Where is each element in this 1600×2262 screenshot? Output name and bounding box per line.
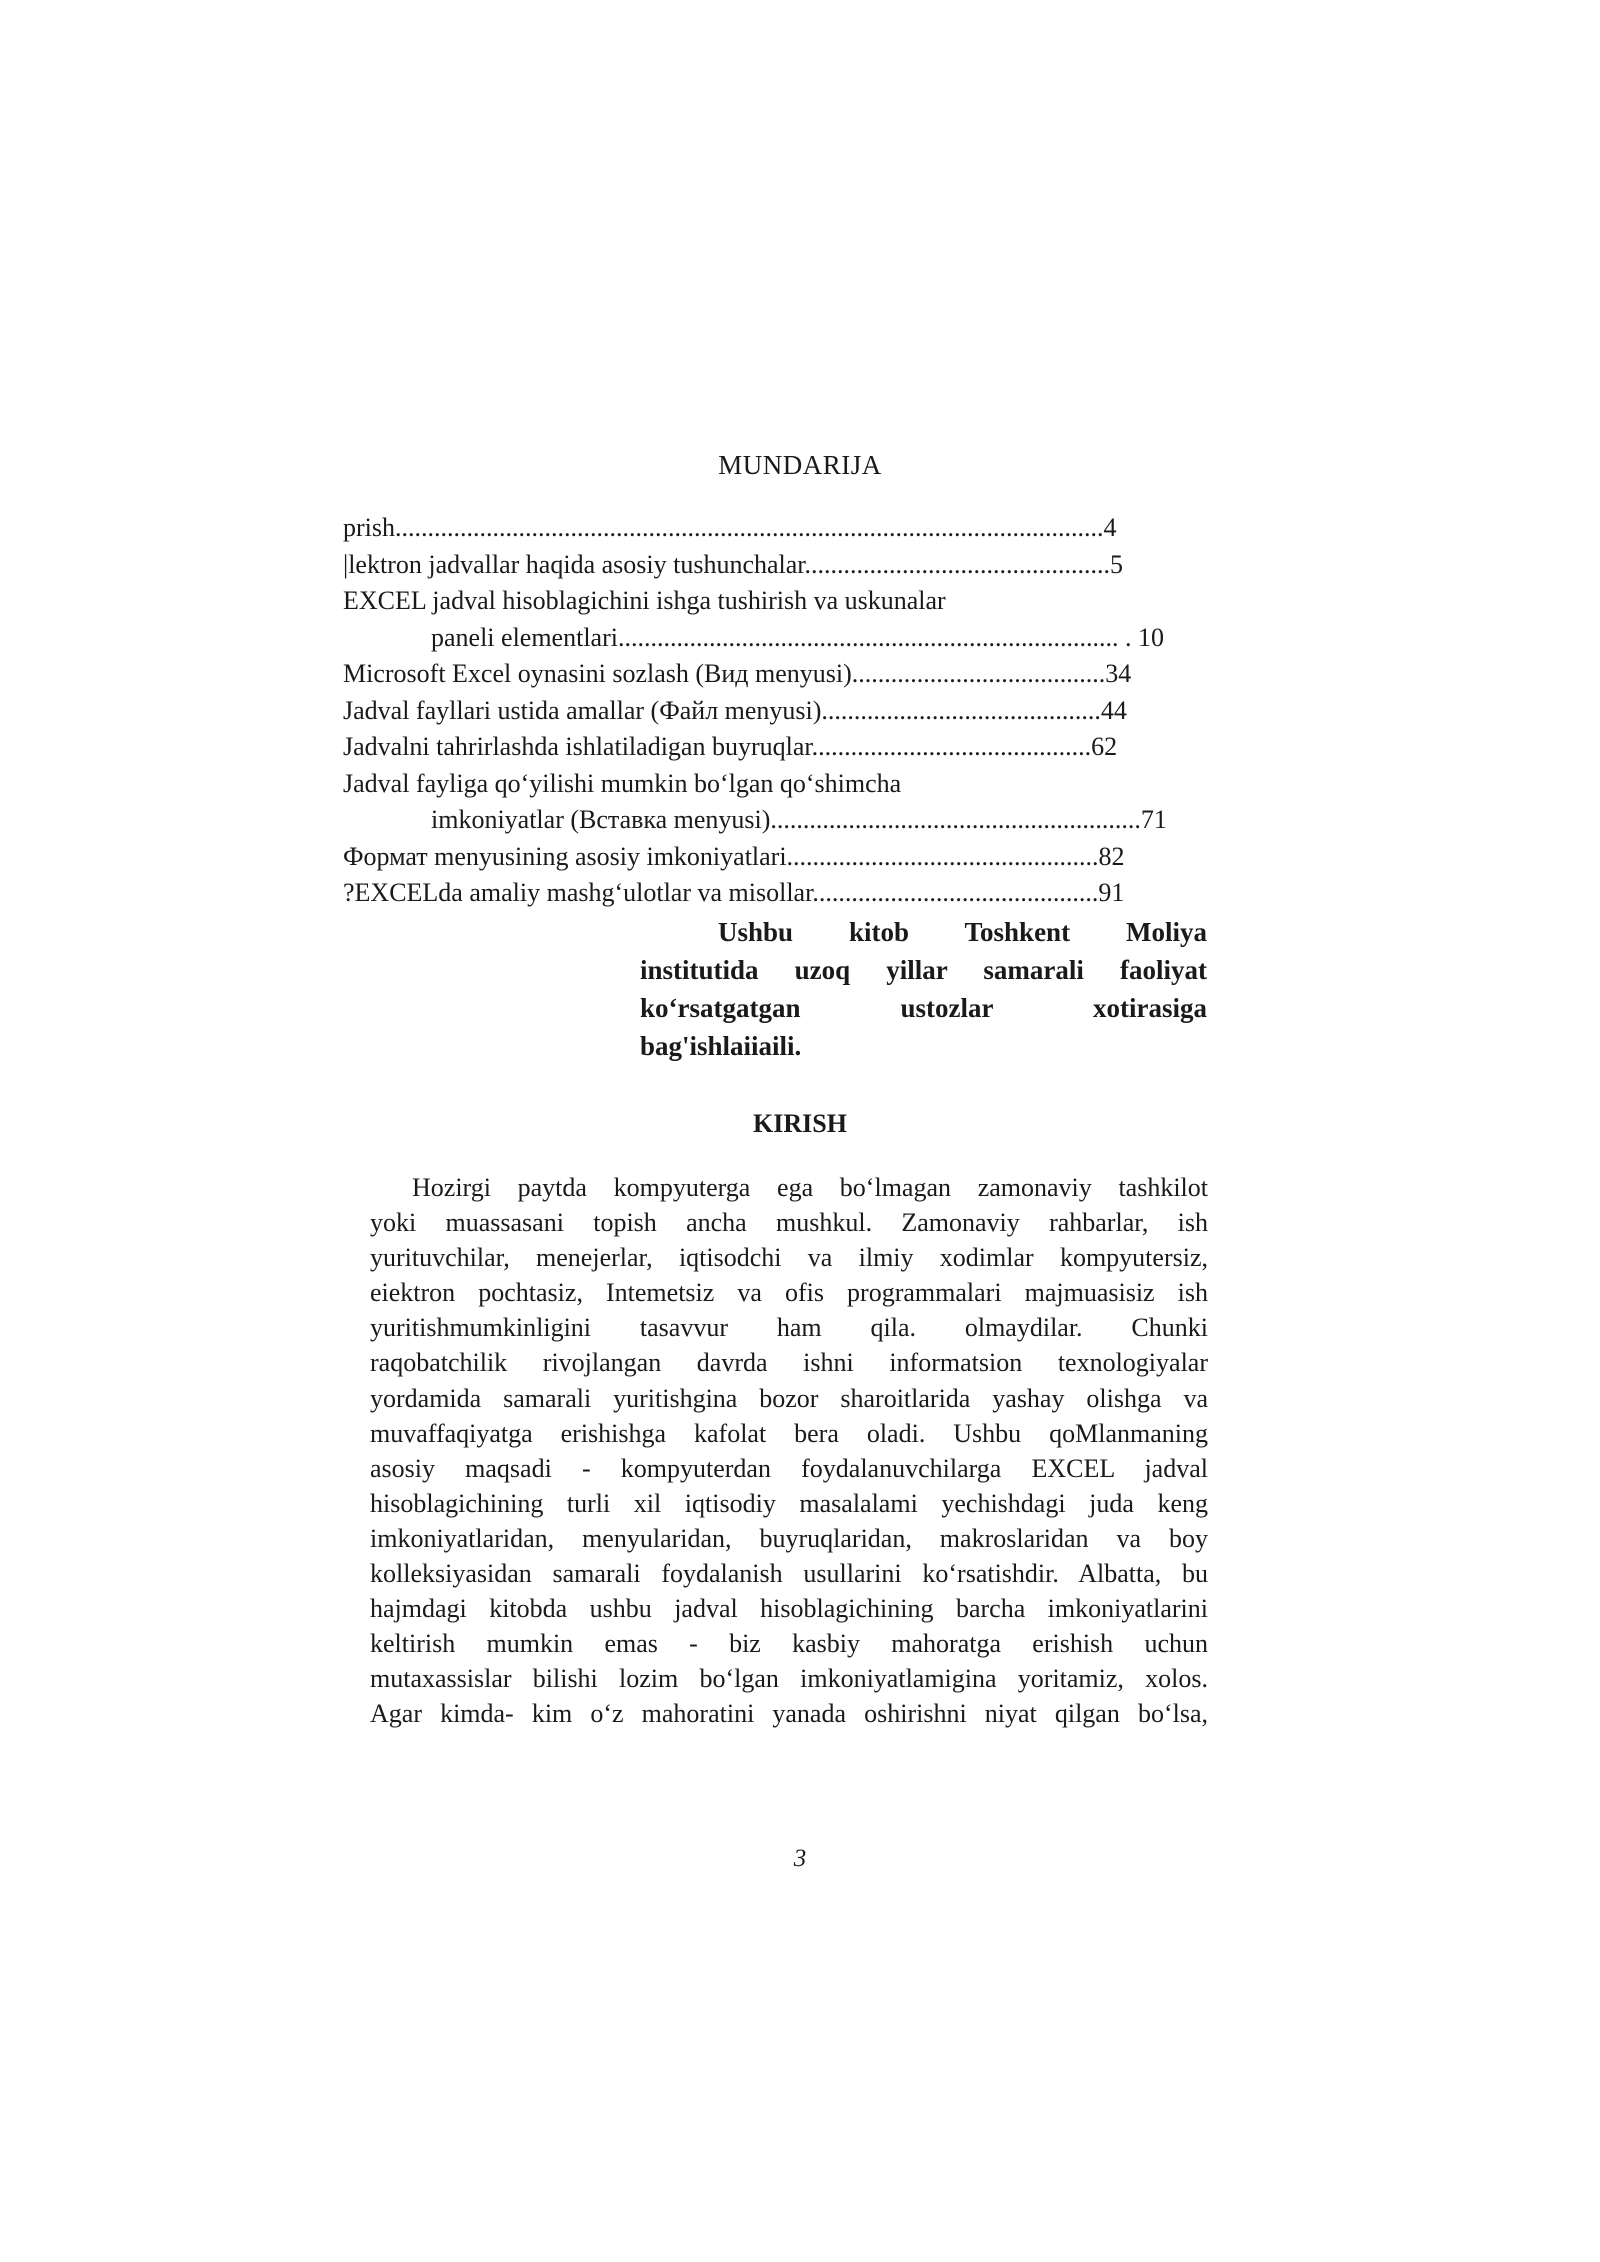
paragraph-line: imkoniyatlaridan, menyularidan, buyruqlaridan, makroslaridan va boy: [370, 1523, 1208, 1553]
toc-entry: imkoniyatlar (Вставка menyusi).........................................................71: [431, 805, 1167, 834]
toc-entry: paneli elementlari............................................................................. . 10: [431, 622, 1164, 652]
paragraph-line: mutaxassislar bilishi lozim bo‘lgan imkoniyatlamigina yoritamiz, xolos.: [370, 1664, 1208, 1694]
paragraph-line: muvaffaqiyatga erishishga kafolat bera oladi. Ushbu qoMlanmaning: [370, 1418, 1208, 1448]
paragraph-line: eiektron pochtasiz, Intemetsiz va ofis programmalari majmuasisiz ish: [370, 1278, 1208, 1308]
toc-entry: prish.............................................................................................................4: [343, 513, 1117, 542]
paragraph-line: Hozirgi paytda kompyuterga ega bo‘lmagan zamonaviy tashkilot: [412, 1173, 1208, 1202]
paragraph-line: yordamida samarali yuritishgina bozor sharoitlarida yashay olishga va: [370, 1383, 1208, 1413]
paragraph-line: raqobatchilik rivojlangan davrda ishni informatsion texnologiyalar: [370, 1348, 1208, 1378]
toc-entry: Jadval fayllari ustida amallar (Файл menyusi)...........................................44: [343, 695, 1127, 725]
dedication-line: institutida uzoq yillar samarali faoliyat: [640, 955, 1207, 985]
toc-entry: Jadval fayliga qo‘yilishi mumkin bo‘lgan qo‘shimcha: [343, 768, 902, 798]
page-number: 3: [793, 1845, 807, 1872]
paragraph-line: hajmdagi kitobda ushbu jadval hisoblagichining barcha imkoniyatlarini: [370, 1594, 1208, 1624]
toc-entry: ?EXCELda amaliy mashg‘ulotlar va misollar............................................91: [343, 878, 1125, 907]
dedication-line: Ushbu kitob Toshkent Moliya: [718, 917, 1207, 947]
dedication: [640, 913, 1207, 1065]
toc-entry: Microsoft Excel oynasini sozlash (Вид menyusi).......................................34: [343, 659, 1132, 688]
paragraph-line: kolleksiyasidan samarali foydalanish usullarini ko‘rsatishdir. Albatta, bu: [370, 1559, 1208, 1589]
paragraph-line: yuritishmumkinligini tasavvur ham qila. olmaydilar. Chunki: [370, 1313, 1208, 1343]
toc-entry: EXCEL jadval hisoblagichini ishga tushirish va uskunalar: [343, 586, 946, 615]
section-title: KIRISH: [753, 1109, 847, 1138]
paragraph-line: Agar kimda- kim o‘z mahoratini yanada oshirishni niyat qilgan bo‘lsa,: [370, 1699, 1208, 1729]
dedication-line: ko‘rsatgatgan ustozlar xotirasiga: [640, 993, 1207, 1023]
paragraph-line: yoki muassasani topish ancha mushkul. Zamonaviy rahbarlar, ish: [370, 1208, 1208, 1238]
toc-entry: |lektron jadvallar haqida asosiy tushunchalar...............................................5: [343, 549, 1124, 579]
toc-entry: Jadvalni tahrirlashda ishlatiladigan buyruqlar...........................................62: [343, 732, 1118, 761]
table-of-contents: [343, 510, 1243, 912]
paragraph-line: keltirish mumkin emas - biz kasbiy mahoratga erishish uchun: [370, 1629, 1208, 1659]
toc-title: MUNDARIJA: [718, 450, 882, 480]
toc-entry: Формат menyusining asosiy imkoniyatlari................................................82: [343, 841, 1125, 871]
paragraph-line: asosiy maqsadi - kompyuterdan foydalanuvchilarga EXCEL jadval: [370, 1453, 1208, 1483]
intro-paragraph: [370, 1170, 1208, 1732]
paragraph-line: hisoblagichining turli xil iqtisodiy masalalami yechishdagi juda keng: [370, 1488, 1208, 1518]
paragraph-line: yurituvchilar, menejerlar, iqtisodchi va ilmiy xodimlar kompyutersiz,: [370, 1243, 1208, 1273]
dedication-line: bag'ishlaiiaili.: [640, 1031, 802, 1061]
